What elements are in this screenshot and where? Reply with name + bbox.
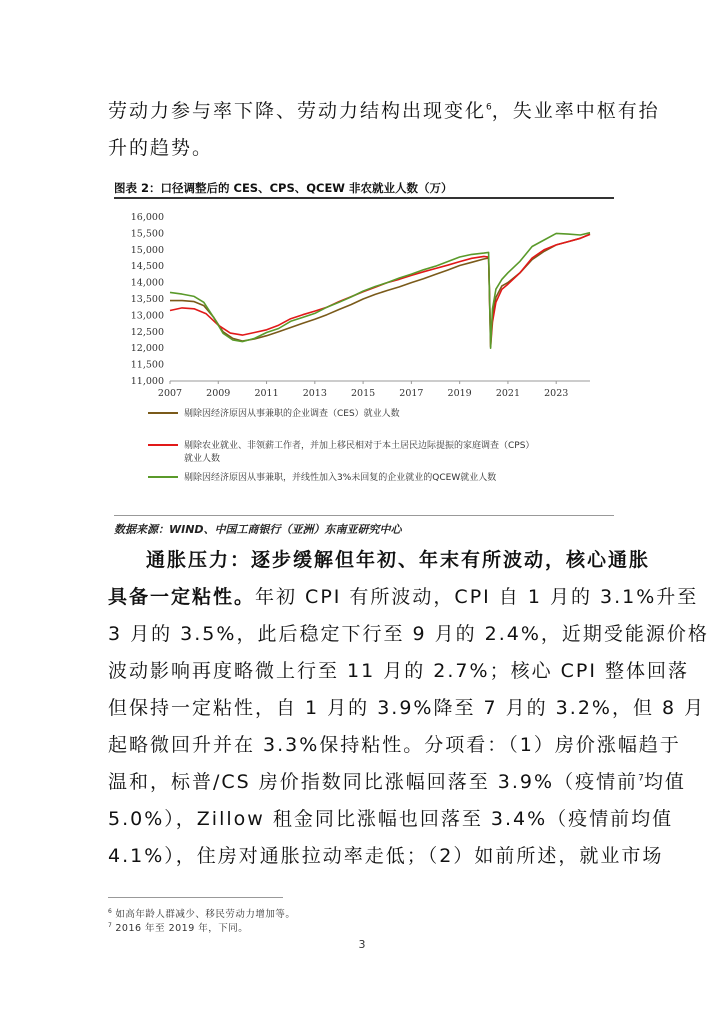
page-number: 3: [358, 938, 366, 951]
y-tick-label: 14,500: [130, 261, 164, 273]
body-line-1: [108, 542, 651, 579]
footnote-text: 2016 年至 2019 年，下同。: [115, 923, 249, 934]
footnote-mark: 6: [108, 907, 112, 915]
footnote-7: [108, 920, 248, 934]
series-line-2: [170, 234, 590, 346]
body-line-6: 起略微回升并在 3.3%保持粘性。分项看：（1）房价涨幅趋于: [108, 734, 681, 756]
legend-label-1: 剔除因经济原因从事兼职的企业调查（CES）就业人数: [184, 409, 400, 419]
x-tick-label: 2013: [302, 388, 327, 399]
body-text: 温和，标普/CS 房价指数同比涨幅回落至 3.9%（疫情前: [108, 771, 639, 793]
employment-line-chart: [114, 205, 614, 510]
x-tick-label: 2011: [254, 388, 279, 399]
body-text: 年初 CPI 有所波动，CPI 自 1 月的 3.1%升至: [255, 586, 699, 608]
y-tick-label: 11,500: [130, 359, 164, 371]
y-tick-label: 14,000: [130, 277, 164, 289]
legend-label-2: 剔除农业就业、非领薪工作者，并加上移民相对于本土居民边际提振的家庭调查（CPS）: [184, 441, 535, 451]
x-tick-label: 2017: [399, 388, 424, 399]
y-tick-label: 15,000: [130, 244, 164, 256]
legend-label-3: 剔除因经济原因从事兼职，并线性加入3%未回复的企业就业的QCEW就业人数: [184, 473, 497, 483]
y-tick-label: 12,500: [130, 326, 164, 338]
footnote-ref[interactable]: 7: [638, 773, 644, 784]
y-tick-label: 11,000: [130, 376, 164, 387]
y-tick-label: 13,500: [130, 294, 164, 305]
y-tick-label: 16,000: [130, 212, 164, 223]
legend-label-2-cont: 就业人数: [184, 454, 221, 464]
body-line-3: 3 月的 3.5%，此后稳定下行至 9 月的 2.4%，近期受能源价格: [108, 623, 709, 645]
intro-line-1: [108, 93, 660, 130]
body-text: 均值: [643, 771, 686, 793]
footnote-text: 如高年龄人群减少、移民劳动力增加等。: [115, 909, 296, 920]
y-tick-label: 12,000: [130, 343, 164, 355]
intro-line-2: 升的趋势。: [108, 137, 214, 159]
y-tick-label: 15,500: [130, 228, 164, 240]
footnote-rule: [108, 897, 283, 898]
figure-title-rule: [114, 197, 614, 199]
series-line-1: [170, 234, 590, 341]
body-paragraph: [108, 542, 709, 875]
body-line-4: 波动影响再度略微上行至 11 月的 2.7%；核心 CPI 整体回落: [108, 660, 689, 682]
intro-paragraph: [108, 93, 660, 167]
x-tick-label: 2009: [206, 388, 231, 399]
series-line-3: [170, 233, 590, 349]
footnote-6: [108, 906, 295, 920]
lead-heading-cont: 具备一定粘性。: [108, 586, 256, 608]
body-line-7: [108, 764, 686, 801]
y-tick-label: 13,000: [130, 310, 164, 322]
figure-title: 图表 2：口径调整后的 CES、CPS、QCEW 非农就业人数（万）: [114, 181, 453, 195]
body-line-8: 5.0%），Zillow 租金同比涨幅也回落至 3.4%（疫情前均值: [108, 808, 674, 830]
x-tick-label: 2021: [495, 388, 521, 399]
x-tick-label: 2015: [351, 388, 376, 399]
intro-text: ，失业率中枢有抬: [491, 100, 660, 122]
x-tick-label: 2007: [157, 388, 183, 399]
figure-source: 数据来源：WIND、中国工商银行（亚洲）东南亚研究中心: [114, 523, 402, 536]
body-line-2: [108, 579, 699, 616]
body-line-9: 4.1%），住房对通胀拉动率走低；（2）如前所述，就业市场: [108, 845, 664, 867]
lead-heading: 通胀压力：逐步缓解但年初、年末有所波动，核心通胀: [146, 549, 651, 571]
body-line-5: 但保持一定粘性，自 1 月的 3.9%降至 7 月的 3.2%，但 8 月: [108, 697, 706, 719]
footnote-ref[interactable]: 6: [486, 102, 492, 113]
x-tick-label: 2023: [544, 388, 569, 399]
intro-text: 劳动力参与率下降、劳动力结构出现变化: [108, 100, 487, 122]
source-rule: [114, 515, 614, 516]
x-tick-label: 2019: [447, 388, 472, 399]
footnote-mark: 7: [108, 921, 112, 929]
